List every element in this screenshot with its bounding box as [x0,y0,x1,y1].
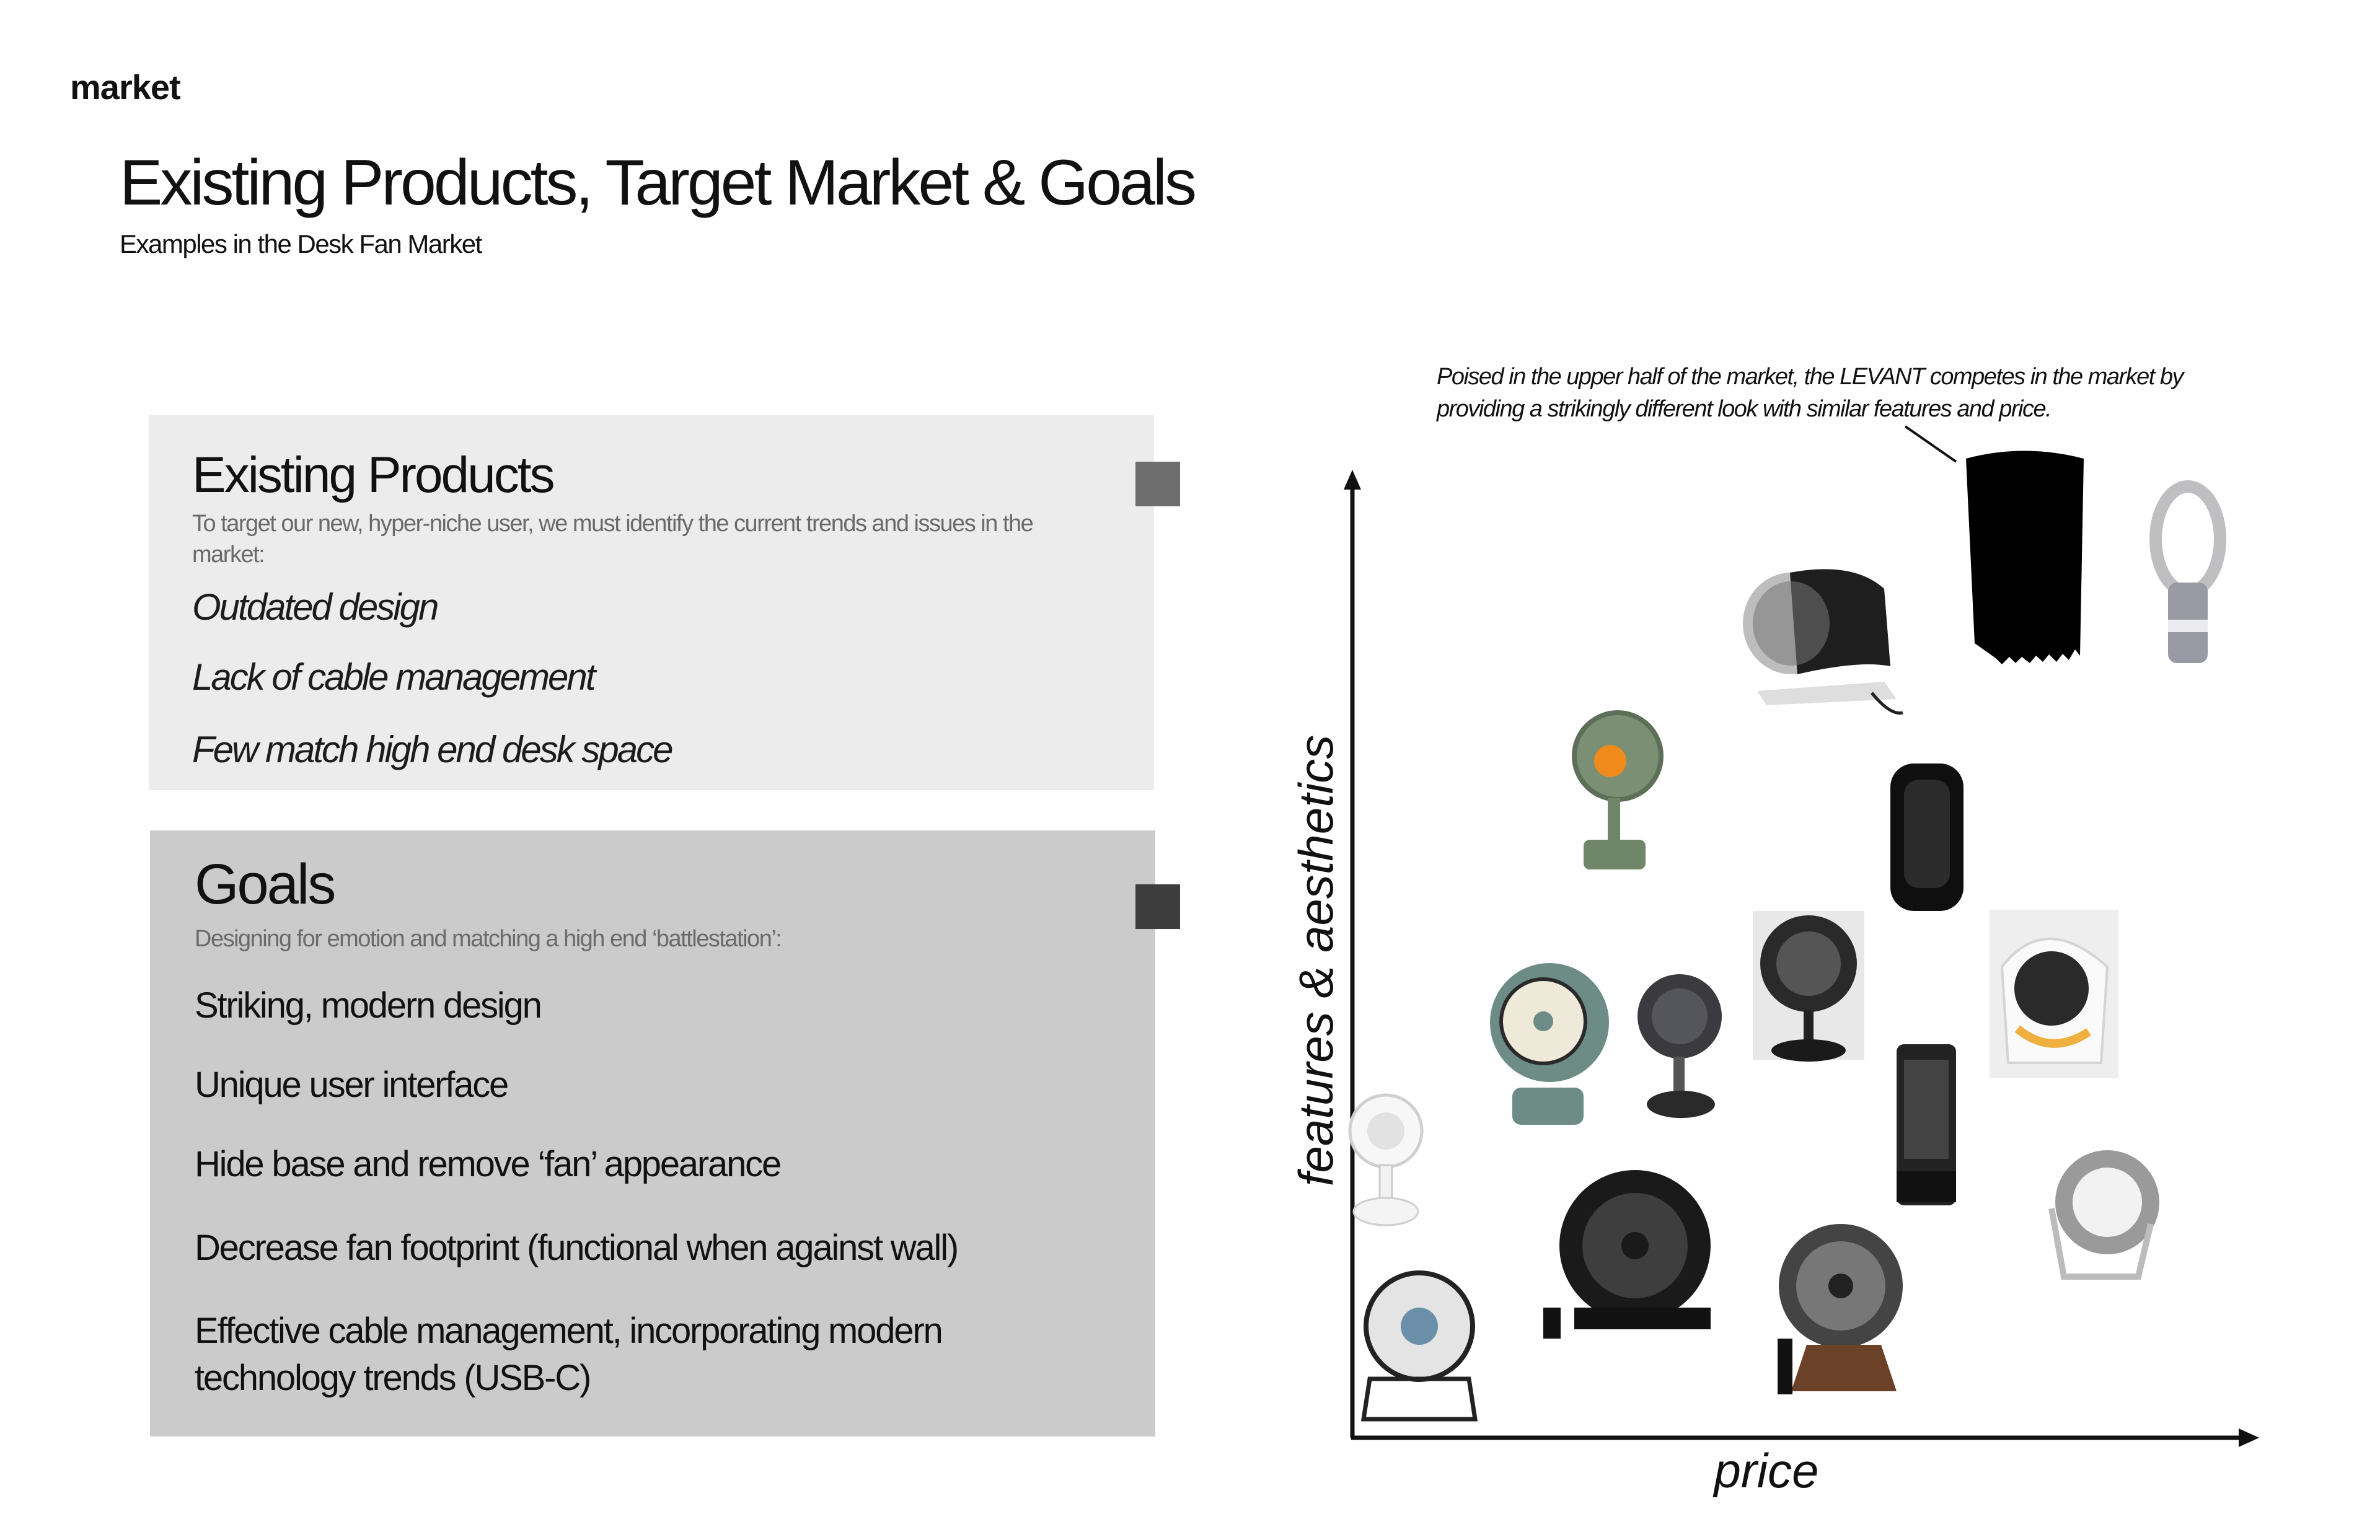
white-light-fan-icon [1990,910,2118,1078]
goal-item: Unique user interface [195,1065,508,1105]
goals-heading: Goals [195,853,335,916]
goals-panel [150,830,1155,1437]
x-axis-label: price [1714,1443,1819,1498]
usb-black-fan-icon [1543,1170,1711,1339]
page-title: Existing Products, Target Market & Goals [120,147,1194,219]
y-axis-label: features & aesthetics [1289,734,1343,1187]
silver-wire-fan-icon [2052,1150,2159,1277]
table-fan-icon [1753,911,1864,1062]
existing-products-intro: To target our new, hyper-niche user, we must identify the current trends and issues in the market: [192,511,1033,568]
wood-base-fan-icon [1778,1224,1903,1394]
existing-products-panel [149,415,1154,790]
existing-item: Lack of cable management [192,656,594,698]
goal-item: Hide base and remove ‘fan’ appearance [195,1144,781,1184]
goal-item: Decrease fan footprint (functional when against wall) [195,1228,958,1268]
existing-item: Outdated design [192,586,438,628]
levant-product-icon [1966,451,2084,665]
existing-marker-square [1135,462,1180,506]
page-subtitle: Examples in the Desk Fan Market [120,229,482,258]
existing-products-heading: Existing Products [192,447,553,503]
goal-item: Striking, modern design [195,985,541,1026]
vintage-fan-icon [1490,963,1609,1125]
goal-item: Effective cable management, incorporating modern technology trends (USB-C) [195,1311,942,1398]
tower-fan-icon [1890,763,1963,911]
goals-marker-square [1135,884,1180,929]
bladeless-fan-icon [2156,486,2220,663]
goals-intro: Designing for emotion and matching a high end ‘battlestation’: [195,926,782,952]
callout-leader-line [1905,426,1956,462]
white-clip-fan-icon [1350,1095,1422,1225]
levant-callout: Poised in the upper half of the market, the LEVANT competes in the market by providing a strikingly different look with similar features and price. [1437,364,2184,422]
metal-desk-fan-icon [1364,1273,1475,1419]
x-axis-arrow-icon [2239,1428,2259,1447]
pedestal-fan-icon [1637,974,1722,1118]
y-axis-arrow-icon [1344,470,1361,490]
cylinder-fan-icon [1743,569,1903,713]
compact-tower-fan-icon [1897,1044,1956,1205]
existing-item: Few match high end desk space [192,729,672,770]
retro-green-fan-icon [1574,713,1661,869]
section-label: market [70,68,180,107]
